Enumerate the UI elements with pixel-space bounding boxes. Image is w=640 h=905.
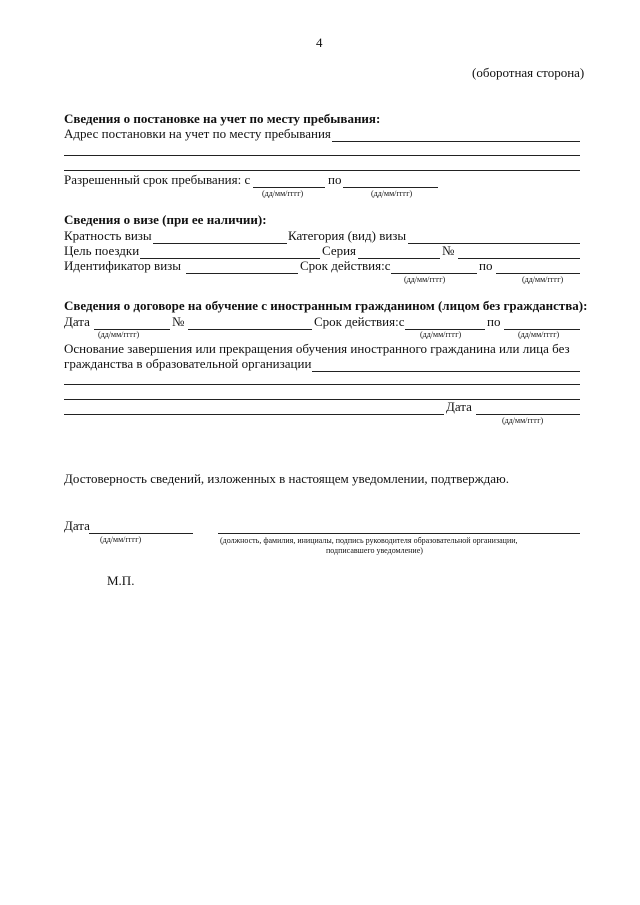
contract-end-date-field[interactable]: [476, 400, 580, 415]
visa-heading: Сведения о визе (при ее наличии):: [64, 212, 267, 227]
reverse-side-note: (оборотная сторона): [472, 65, 585, 80]
contract-termination-basis-line1: Основание завершения или прекращения обучения иностранного гражданина или лица без: [64, 341, 570, 356]
contract-date-label: Дата: [64, 314, 90, 329]
confirmation-date-hint: (дд/мм/гггг): [100, 535, 142, 544]
contract-number-field[interactable]: [188, 315, 312, 330]
registration-to-date-hint: (дд/мм/гггг): [371, 189, 413, 198]
visa-purpose-field[interactable]: [140, 244, 320, 259]
contract-end-date-hint: (дд/мм/гггг): [502, 416, 544, 425]
visa-validity-label: Срок действия:с: [300, 258, 391, 273]
visa-from-date-hint: (дд/мм/гггг): [404, 275, 446, 284]
registration-period-from-field[interactable]: [253, 173, 325, 188]
visa-validity-to-field[interactable]: [496, 259, 580, 274]
contract-validity-label: Срок действия:с: [314, 314, 405, 329]
registration-period-to-label: по: [328, 172, 342, 187]
visa-multiplicity-field[interactable]: [153, 229, 287, 244]
contract-date-field[interactable]: [94, 315, 170, 330]
contract-number-label: №: [172, 314, 185, 329]
visa-category-label: Категория (вид) визы: [288, 228, 407, 243]
visa-purpose-label: Цель поездки: [64, 243, 140, 258]
signature-line[interactable]: [218, 533, 580, 534]
visa-category-field[interactable]: [408, 229, 580, 244]
visa-to-date-hint: (дд/мм/гггг): [522, 275, 564, 284]
contract-date-hint: (дд/мм/гггг): [98, 330, 140, 339]
signature-hint-line1: (должность, фамилия, инициалы, подпись руководителя образовательной организации,: [220, 536, 518, 545]
contract-basis-line-4[interactable]: [64, 414, 444, 415]
stamp-placeholder: М.П.: [107, 573, 135, 588]
registration-heading: Сведения о постановке на учет по месту пребывания:: [64, 111, 381, 126]
confirmation-text: Достоверность сведений, изложенных в настоящем уведомлении, подтверждаю.: [64, 471, 509, 486]
contract-termination-basis-line2: гражданства в образовательной организации: [64, 356, 312, 371]
registration-address-field[interactable]: [332, 127, 580, 142]
registration-from-date-hint: (дд/мм/гггг): [262, 189, 304, 198]
visa-series-field[interactable]: [358, 244, 440, 259]
visa-validity-from-field[interactable]: [391, 259, 477, 274]
visa-validity-to-label: по: [479, 258, 493, 273]
contract-validity-to-field[interactable]: [504, 315, 580, 330]
visa-identifier-label: Идентификатор визы: [64, 258, 182, 273]
visa-identifier-field[interactable]: [186, 259, 298, 274]
confirmation-date-label: Дата: [64, 518, 90, 533]
contract-validity-to-label: по: [487, 314, 501, 329]
contract-end-date-label: Дата: [446, 399, 472, 414]
contract-heading: Сведения о договоре на обучение с иностранным гражданином (лицом без гражданства):: [64, 298, 588, 313]
contract-termination-basis-field[interactable]: [312, 357, 580, 372]
visa-number-field[interactable]: [458, 244, 580, 259]
confirmation-date-field[interactable]: [89, 519, 193, 534]
visa-multiplicity-label: Кратность визы: [64, 228, 152, 243]
visa-series-label: Серия: [322, 243, 357, 258]
contract-from-date-hint: (дд/мм/гггг): [420, 330, 462, 339]
registration-period-label: Разрешенный срок пребывания: с: [64, 172, 251, 187]
visa-number-label: №: [442, 243, 455, 258]
contract-basis-line-2[interactable]: [64, 384, 580, 385]
registration-address-line-2[interactable]: [64, 155, 580, 156]
registration-address-label: Адрес постановки на учет по месту пребывания: [64, 126, 331, 141]
registration-address-line-3[interactable]: [64, 170, 580, 171]
signature-hint-line2: подписавшего уведомление): [326, 546, 423, 555]
contract-to-date-hint: (дд/мм/гггг): [518, 330, 560, 339]
contract-validity-from-field[interactable]: [405, 315, 485, 330]
registration-period-to-field[interactable]: [343, 173, 438, 188]
page-number: 4: [316, 35, 323, 50]
